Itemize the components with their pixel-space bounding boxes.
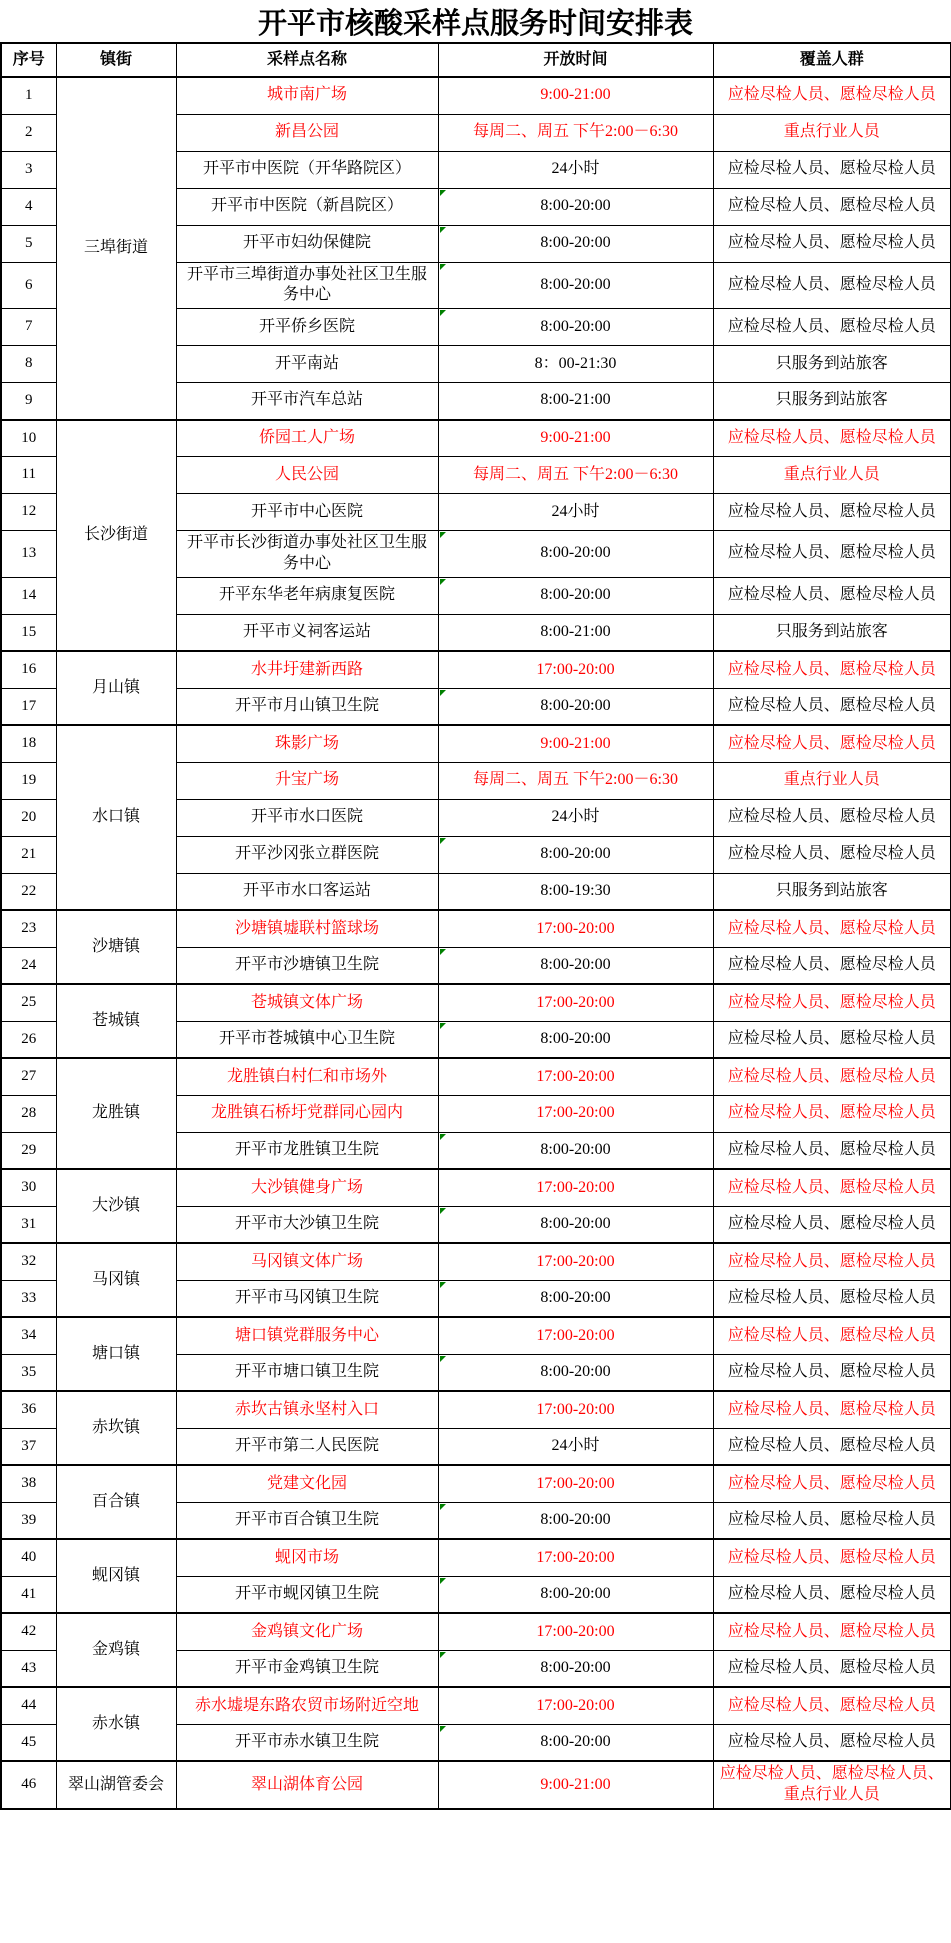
serial-cell: 42	[1, 1613, 56, 1650]
serial-cell: 10	[1, 420, 56, 457]
green-corner-indicator-icon	[440, 1208, 446, 1214]
town-cell: 蚬冈镇	[56, 1539, 176, 1613]
table-row	[1, 1391, 951, 1428]
site-name-cell: 升宝广场	[176, 762, 438, 799]
open-time-cell: 8:00-20:00	[438, 1132, 713, 1169]
serial-cell: 8	[1, 346, 56, 383]
open-time-cell: 17:00-20:00	[438, 1391, 713, 1428]
table-row	[1, 1613, 951, 1650]
coverage-cell: 应检尽检人员、愿检尽检人员	[713, 1095, 951, 1132]
open-time-cell: 8:00-20:00	[438, 1576, 713, 1613]
open-time-cell: 24小时	[438, 151, 713, 188]
coverage-cell: 应检尽检人员、愿检尽检人员	[713, 151, 951, 188]
serial-cell: 28	[1, 1095, 56, 1132]
site-name-cell: 开平市百合镇卫生院	[176, 1502, 438, 1539]
green-corner-indicator-icon	[440, 227, 446, 233]
site-name-cell: 开平市第二人民医院	[176, 1428, 438, 1465]
open-time-cell: 8:00-20:00	[438, 262, 713, 309]
green-corner-indicator-icon	[440, 949, 446, 955]
coverage-cell: 应检尽检人员、愿检尽检人员	[713, 1317, 951, 1354]
coverage-cell: 应检尽检人员、愿检尽检人员	[713, 725, 951, 762]
open-time-cell: 8:00-20:00	[438, 947, 713, 984]
serial-cell: 14	[1, 577, 56, 614]
serial-cell: 34	[1, 1317, 56, 1354]
town-cell: 塘口镇	[56, 1317, 176, 1391]
open-time-cell: 9:00-21:00	[438, 77, 713, 114]
header-town: 镇街	[56, 43, 176, 77]
table-row	[1, 1317, 951, 1354]
coverage-cell: 应检尽检人员、愿检尽检人员	[713, 531, 951, 578]
coverage-cell: 应检尽检人员、愿检尽检人员	[713, 262, 951, 309]
coverage-cell: 只服务到站旅客	[713, 873, 951, 910]
serial-cell: 20	[1, 799, 56, 836]
open-time-cell: 8:00-19:30	[438, 873, 713, 910]
serial-cell: 21	[1, 836, 56, 873]
town-group	[1, 651, 951, 725]
site-name-cell: 开平侨乡医院	[176, 309, 438, 346]
town-cell: 大沙镇	[56, 1169, 176, 1243]
serial-cell: 18	[1, 725, 56, 762]
coverage-cell: 应检尽检人员、愿检尽检人员	[713, 836, 951, 873]
open-time-cell: 每周二、周五 下午2:00－6:30	[438, 762, 713, 799]
table-row	[1, 725, 951, 762]
open-time-cell: 17:00-20:00	[438, 1095, 713, 1132]
green-corner-indicator-icon	[440, 1134, 446, 1140]
site-name-cell: 龙胜镇白村仁和市场外	[176, 1058, 438, 1095]
serial-cell: 40	[1, 1539, 56, 1576]
site-name-cell: 侨园工人广场	[176, 420, 438, 457]
serial-cell: 15	[1, 614, 56, 651]
coverage-cell: 应检尽检人员、愿检尽检人员	[713, 1132, 951, 1169]
coverage-cell: 应检尽检人员、愿检尽检人员	[713, 188, 951, 225]
open-time-cell: 17:00-20:00	[438, 910, 713, 947]
town-group	[1, 910, 951, 984]
coverage-cell: 应检尽检人员、愿检尽检人员	[713, 225, 951, 262]
site-name-cell: 开平市三埠街道办事处社区卫生服务中心	[176, 262, 438, 309]
site-name-cell: 大沙镇健身广场	[176, 1169, 438, 1206]
header-open-time: 开放时间	[438, 43, 713, 77]
site-name-cell: 开平市马冈镇卫生院	[176, 1280, 438, 1317]
serial-cell: 16	[1, 651, 56, 688]
open-time-cell: 17:00-20:00	[438, 984, 713, 1021]
open-time-cell: 8:00-20:00	[438, 1502, 713, 1539]
green-corner-indicator-icon	[440, 1578, 446, 1584]
table-row	[1, 77, 951, 114]
serial-cell: 35	[1, 1354, 56, 1391]
open-time-cell: 9:00-21:00	[438, 1761, 713, 1809]
serial-cell: 27	[1, 1058, 56, 1095]
table-row	[1, 1465, 951, 1502]
green-corner-indicator-icon	[440, 690, 446, 696]
coverage-cell: 应检尽检人员、愿检尽检人员	[713, 1724, 951, 1761]
site-name-cell: 苍城镇文体广场	[176, 984, 438, 1021]
site-name-cell: 开平市赤水镇卫生院	[176, 1724, 438, 1761]
town-group	[1, 1243, 951, 1317]
site-name-cell: 开平市汽车总站	[176, 383, 438, 420]
serial-cell: 36	[1, 1391, 56, 1428]
town-cell: 赤坎镇	[56, 1391, 176, 1465]
site-name-cell: 开平市大沙镇卫生院	[176, 1206, 438, 1243]
open-time-cell: 17:00-20:00	[438, 1317, 713, 1354]
open-time-cell: 每周二、周五 下午2:00－6:30	[438, 457, 713, 494]
green-corner-indicator-icon	[440, 838, 446, 844]
town-cell: 三埠街道	[56, 77, 176, 420]
table-row	[1, 984, 951, 1021]
town-cell: 赤水镇	[56, 1687, 176, 1761]
site-name-cell: 龙胜镇石桥圩党群同心园内	[176, 1095, 438, 1132]
serial-cell: 33	[1, 1280, 56, 1317]
open-time-cell: 8:00-20:00	[438, 531, 713, 578]
town-cell: 月山镇	[56, 651, 176, 725]
table-row	[1, 1058, 951, 1095]
coverage-cell: 应检尽检人员、愿检尽检人员	[713, 1243, 951, 1280]
coverage-cell: 应检尽检人员、愿检尽检人员	[713, 1280, 951, 1317]
town-cell: 沙塘镇	[56, 910, 176, 984]
green-corner-indicator-icon	[440, 264, 446, 270]
town-group	[1, 1058, 951, 1169]
town-group	[1, 1317, 951, 1391]
green-corner-indicator-icon	[440, 579, 446, 585]
open-time-cell: 9:00-21:00	[438, 420, 713, 457]
town-cell: 马冈镇	[56, 1243, 176, 1317]
serial-cell: 2	[1, 114, 56, 151]
site-name-cell: 开平市塘口镇卫生院	[176, 1354, 438, 1391]
open-time-cell: 17:00-20:00	[438, 1465, 713, 1502]
town-group	[1, 1687, 951, 1761]
site-name-cell: 珠影广场	[176, 725, 438, 762]
serial-cell: 9	[1, 383, 56, 420]
table-header	[1, 43, 951, 77]
open-time-cell: 8:00-20:00	[438, 688, 713, 725]
open-time-cell: 8:00-20:00	[438, 188, 713, 225]
town-group	[1, 77, 951, 420]
green-corner-indicator-icon	[440, 1504, 446, 1510]
green-corner-indicator-icon	[440, 1023, 446, 1029]
town-cell: 龙胜镇	[56, 1058, 176, 1169]
open-time-cell: 9:00-21:00	[438, 725, 713, 762]
serial-cell: 25	[1, 984, 56, 1021]
open-time-cell: 17:00-20:00	[438, 1687, 713, 1724]
serial-cell: 26	[1, 1021, 56, 1058]
coverage-cell: 重点行业人员	[713, 114, 951, 151]
site-name-cell: 沙塘镇墟联村篮球场	[176, 910, 438, 947]
serial-cell: 31	[1, 1206, 56, 1243]
serial-cell: 19	[1, 762, 56, 799]
coverage-cell: 应检尽检人员、愿检尽检人员	[713, 1021, 951, 1058]
coverage-cell: 应检尽检人员、愿检尽检人员	[713, 1354, 951, 1391]
site-name-cell: 开平市中医院（新昌院区）	[176, 188, 438, 225]
town-group	[1, 725, 951, 910]
site-name-cell: 开平市沙塘镇卫生院	[176, 947, 438, 984]
coverage-cell: 应检尽检人员、愿检尽检人员	[713, 799, 951, 836]
open-time-cell: 8:00-20:00	[438, 836, 713, 873]
coverage-cell: 应检尽检人员、愿检尽检人员	[713, 1058, 951, 1095]
town-cell: 金鸡镇	[56, 1613, 176, 1687]
site-name-cell: 开平市水口客运站	[176, 873, 438, 910]
coverage-cell: 应检尽检人员、愿检尽检人员	[713, 1428, 951, 1465]
open-time-cell: 8:00-20:00	[438, 309, 713, 346]
header-serial: 序号	[1, 43, 56, 77]
serial-cell: 5	[1, 225, 56, 262]
site-name-cell: 开平市长沙街道办事处社区卫生服务中心	[176, 531, 438, 578]
open-time-cell: 17:00-20:00	[438, 1058, 713, 1095]
serial-cell: 29	[1, 1132, 56, 1169]
site-name-cell: 开平市中医院（开华路院区）	[176, 151, 438, 188]
town-group	[1, 1539, 951, 1613]
site-name-cell: 翠山湖体育公园	[176, 1761, 438, 1809]
open-time-cell: 8:00-20:00	[438, 1650, 713, 1687]
coverage-cell: 应检尽检人员、愿检尽检人员	[713, 577, 951, 614]
site-name-cell: 开平南站	[176, 346, 438, 383]
site-name-cell: 新昌公园	[176, 114, 438, 151]
site-name-cell: 金鸡镇文化广场	[176, 1613, 438, 1650]
serial-cell: 12	[1, 494, 56, 531]
coverage-cell: 应检尽检人员、愿检尽检人员	[713, 910, 951, 947]
table-row	[1, 1761, 951, 1809]
coverage-cell: 重点行业人员	[713, 457, 951, 494]
serial-cell: 13	[1, 531, 56, 578]
site-name-cell: 马冈镇文体广场	[176, 1243, 438, 1280]
coverage-cell: 只服务到站旅客	[713, 614, 951, 651]
site-name-cell: 水井圩建新西路	[176, 651, 438, 688]
coverage-cell: 应检尽检人员、愿检尽检人员	[713, 1687, 951, 1724]
open-time-cell: 24小时	[438, 799, 713, 836]
coverage-cell: 应检尽检人员、愿检尽检人员、重点行业人员	[713, 1761, 951, 1809]
open-time-cell: 8:00-20:00	[438, 1021, 713, 1058]
site-name-cell: 赤水墟堤东路农贸市场附近空地	[176, 1687, 438, 1724]
table-row	[1, 651, 951, 688]
serial-cell: 38	[1, 1465, 56, 1502]
page-title: 开平市核酸采样点服务时间安排表	[257, 7, 693, 40]
serial-cell: 30	[1, 1169, 56, 1206]
open-time-cell: 8:00-20:00	[438, 577, 713, 614]
town-group	[1, 1613, 951, 1687]
serial-cell: 32	[1, 1243, 56, 1280]
table-row	[1, 420, 951, 457]
town-cell: 苍城镇	[56, 984, 176, 1058]
town-group	[1, 1465, 951, 1539]
serial-cell: 45	[1, 1724, 56, 1761]
serial-cell: 46	[1, 1761, 56, 1809]
site-name-cell: 开平沙冈张立群医院	[176, 836, 438, 873]
town-group	[1, 1169, 951, 1243]
coverage-cell: 应检尽检人员、愿检尽检人员	[713, 947, 951, 984]
green-corner-indicator-icon	[440, 1282, 446, 1288]
town-cell: 水口镇	[56, 725, 176, 910]
open-time-cell: 24小时	[438, 494, 713, 531]
table-row	[1, 1243, 951, 1280]
site-name-cell: 开平市蚬冈镇卫生院	[176, 1576, 438, 1613]
open-time-cell: 8:00-21:00	[438, 383, 713, 420]
site-name-cell: 开平市中心医院	[176, 494, 438, 531]
table-row	[1, 1539, 951, 1576]
serial-cell: 24	[1, 947, 56, 984]
coverage-cell: 应检尽检人员、愿检尽检人员	[713, 1576, 951, 1613]
site-name-cell: 党建文化园	[176, 1465, 438, 1502]
site-name-cell: 开平市苍城镇中心卫生院	[176, 1021, 438, 1058]
open-time-cell: 17:00-20:00	[438, 1243, 713, 1280]
coverage-cell: 应检尽检人员、愿检尽检人员	[713, 1613, 951, 1650]
serial-cell: 6	[1, 262, 56, 309]
serial-cell: 23	[1, 910, 56, 947]
site-name-cell: 开平市水口医院	[176, 799, 438, 836]
town-cell: 翠山湖管委会	[56, 1761, 176, 1809]
site-name-cell: 开平市妇幼保健院	[176, 225, 438, 262]
site-name-cell: 蚬冈市场	[176, 1539, 438, 1576]
green-corner-indicator-icon	[440, 310, 446, 316]
coverage-cell: 应检尽检人员、愿检尽检人员	[713, 420, 951, 457]
serial-cell: 41	[1, 1576, 56, 1613]
serial-cell: 11	[1, 457, 56, 494]
town-cell: 长沙街道	[56, 420, 176, 652]
table-row	[1, 1169, 951, 1206]
serial-cell: 37	[1, 1428, 56, 1465]
coverage-cell: 应检尽检人员、愿检尽检人员	[713, 651, 951, 688]
coverage-cell: 应检尽检人员、愿检尽检人员	[713, 984, 951, 1021]
coverage-cell: 应检尽检人员、愿检尽检人员	[713, 1465, 951, 1502]
schedule-table	[0, 42, 951, 1810]
coverage-cell: 应检尽检人员、愿检尽检人员	[713, 77, 951, 114]
coverage-cell: 应检尽检人员、愿检尽检人员	[713, 309, 951, 346]
open-time-cell: 17:00-20:00	[438, 651, 713, 688]
serial-cell: 43	[1, 1650, 56, 1687]
serial-cell: 39	[1, 1502, 56, 1539]
green-corner-indicator-icon	[440, 1356, 446, 1362]
open-time-cell: 8:00-21:00	[438, 614, 713, 651]
green-corner-indicator-icon	[440, 190, 446, 196]
table-row	[1, 1687, 951, 1724]
site-name-cell: 开平市金鸡镇卫生院	[176, 1650, 438, 1687]
open-time-cell: 8:00-20:00	[438, 1354, 713, 1391]
site-name-cell: 城市南广场	[176, 77, 438, 114]
coverage-cell: 应检尽检人员、愿检尽检人员	[713, 1539, 951, 1576]
green-corner-indicator-icon	[440, 1652, 446, 1658]
coverage-cell: 应检尽检人员、愿检尽检人员	[713, 1502, 951, 1539]
town-cell: 百合镇	[56, 1465, 176, 1539]
open-time-cell: 8:00-20:00	[438, 1724, 713, 1761]
site-name-cell: 开平市龙胜镇卫生院	[176, 1132, 438, 1169]
site-name-cell: 开平东华老年病康复医院	[176, 577, 438, 614]
site-name-cell: 塘口镇党群服务中心	[176, 1317, 438, 1354]
coverage-cell: 只服务到站旅客	[713, 346, 951, 383]
town-group	[1, 984, 951, 1058]
header-coverage: 覆盖人群	[713, 43, 951, 77]
coverage-cell: 只服务到站旅客	[713, 383, 951, 420]
serial-cell: 3	[1, 151, 56, 188]
coverage-cell: 应检尽检人员、愿检尽检人员	[713, 1391, 951, 1428]
serial-cell: 22	[1, 873, 56, 910]
green-corner-indicator-icon	[440, 532, 446, 538]
open-time-cell: 24小时	[438, 1428, 713, 1465]
site-name-cell: 赤坎古镇永坚村入口	[176, 1391, 438, 1428]
open-time-cell: 每周二、周五 下午2:00－6:30	[438, 114, 713, 151]
site-name-cell: 开平市义祠客运站	[176, 614, 438, 651]
town-group	[1, 1391, 951, 1465]
serial-cell: 44	[1, 1687, 56, 1724]
open-time-cell: 17:00-20:00	[438, 1169, 713, 1206]
coverage-cell: 应检尽检人员、愿检尽检人员	[713, 1206, 951, 1243]
site-name-cell: 人民公园	[176, 457, 438, 494]
open-time-cell: 17:00-20:00	[438, 1613, 713, 1650]
serial-cell: 7	[1, 309, 56, 346]
open-time-cell: 8:00-20:00	[438, 225, 713, 262]
open-time-cell: 17:00-20:00	[438, 1539, 713, 1576]
open-time-cell: 8:00-20:00	[438, 1280, 713, 1317]
coverage-cell: 应检尽检人员、愿检尽检人员	[713, 1650, 951, 1687]
header-row	[1, 43, 951, 77]
green-corner-indicator-icon	[440, 1726, 446, 1732]
site-name-cell: 开平市月山镇卫生院	[176, 688, 438, 725]
table-row	[1, 910, 951, 947]
coverage-cell: 应检尽检人员、愿检尽检人员	[713, 494, 951, 531]
coverage-cell: 重点行业人员	[713, 762, 951, 799]
coverage-cell: 应检尽检人员、愿检尽检人员	[713, 688, 951, 725]
serial-cell: 1	[1, 77, 56, 114]
town-group	[1, 1761, 951, 1809]
coverage-cell: 应检尽检人员、愿检尽检人员	[713, 1169, 951, 1206]
header-site-name: 采样点名称	[176, 43, 438, 77]
open-time-cell: 8：00-21:30	[438, 346, 713, 383]
town-group	[1, 420, 951, 652]
serial-cell: 4	[1, 188, 56, 225]
open-time-cell: 8:00-20:00	[438, 1206, 713, 1243]
serial-cell: 17	[1, 688, 56, 725]
